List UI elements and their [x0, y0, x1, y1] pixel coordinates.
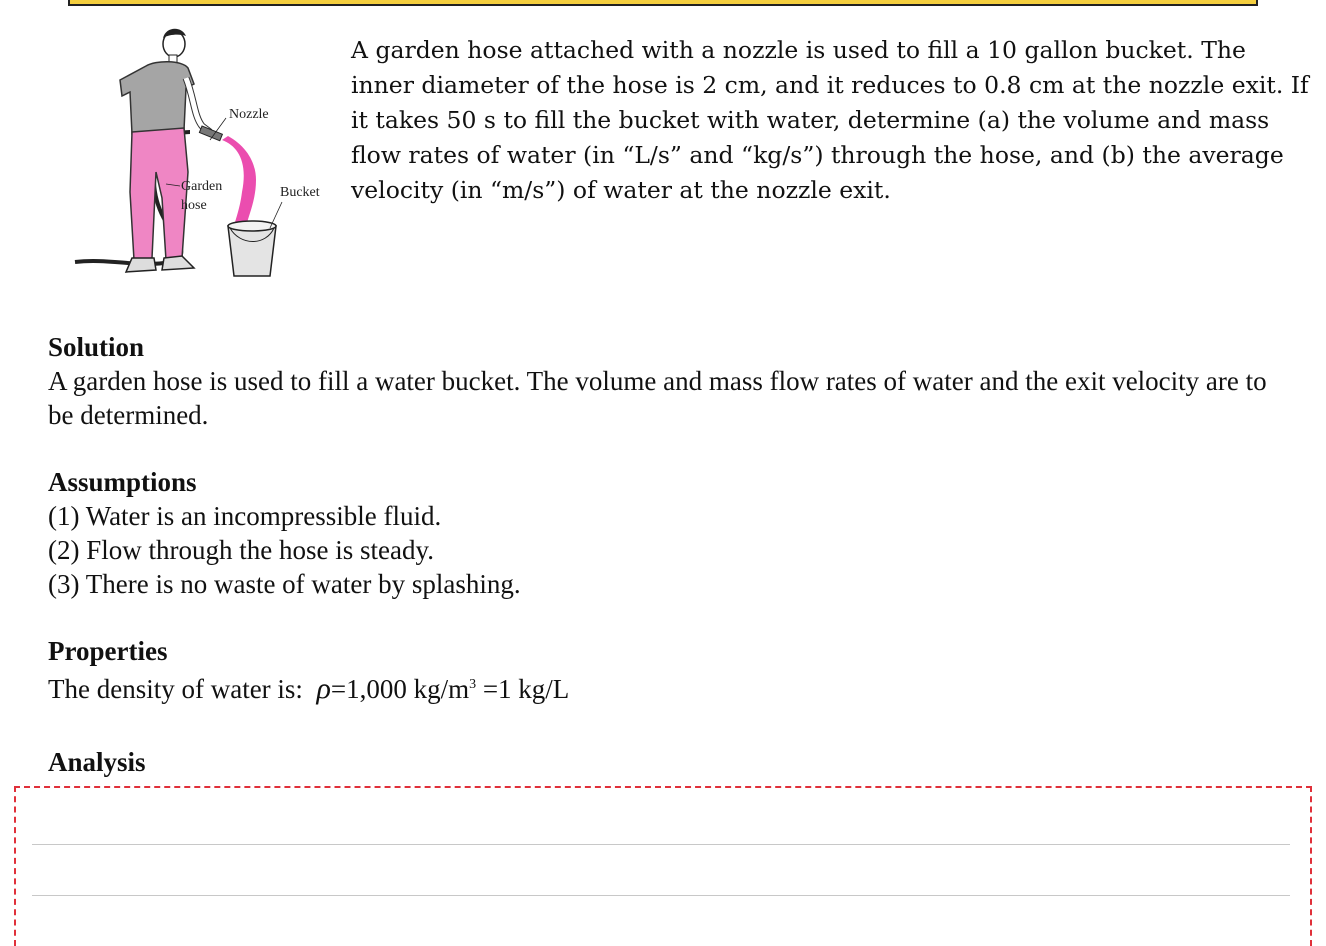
- person-pants: [130, 128, 188, 260]
- assumption-item: (3) There is no waste of water by splashing.: [48, 569, 521, 599]
- garden-hose-illustration: [70, 22, 340, 292]
- rho-symbol: ρ: [316, 672, 331, 705]
- water-stream: [222, 136, 256, 226]
- assumptions-heading: Assumptions: [48, 467, 197, 497]
- hose-label: hose: [181, 198, 207, 213]
- answer-line: [32, 895, 1290, 896]
- nozzle-label: Nozzle: [229, 107, 269, 122]
- assumption-item: (2) Flow through the hose is steady.: [48, 535, 434, 565]
- solution-text: A garden hose is used to fill a water bucket. The volume and mass flow rates of water and the exit velocity are to be determined.: [48, 366, 1267, 430]
- bucket: [228, 226, 276, 276]
- density-statement: [48, 668, 1288, 706]
- answer-line: [32, 844, 1290, 845]
- density-value: =1,000 kg/m: [330, 674, 470, 704]
- analysis-section: [48, 745, 1288, 779]
- exponent: 3: [469, 677, 477, 692]
- density-lead: The density of water is:: [48, 674, 303, 704]
- assumption-item: (1) Water is an incompressible fluid.: [48, 501, 442, 531]
- solution-heading: Solution: [48, 332, 145, 362]
- header-bar: [68, 0, 1258, 6]
- bucket-label: Bucket: [280, 185, 320, 200]
- properties-section: [48, 634, 1288, 706]
- problem-statement: A garden hose attached with a nozzle is used to fill a 10 gallon bucket. The inner diameter of the hose is 2 cm, and it reduces to 0.8 cm at the nozzle exit. If it takes 50 s to fill the bucket with water, determine (a) the volume and mass flow rates of water (in “L/s” and “kg/s”) through the hose, and (b) the average velocity (in “m/s”) of water at the nozzle exit.: [351, 36, 1309, 204]
- density-value-alt: =1 kg/L: [482, 674, 570, 704]
- properties-heading: Properties: [48, 636, 168, 666]
- assumptions-section: [48, 465, 1288, 601]
- solution-section: [48, 330, 1288, 432]
- garden-label: Garden: [181, 179, 223, 194]
- garden-hose-figure: [70, 22, 340, 292]
- analysis-heading: Analysis: [48, 747, 146, 777]
- person-shirt: [120, 62, 194, 134]
- analysis-answer-box[interactable]: [14, 786, 1312, 946]
